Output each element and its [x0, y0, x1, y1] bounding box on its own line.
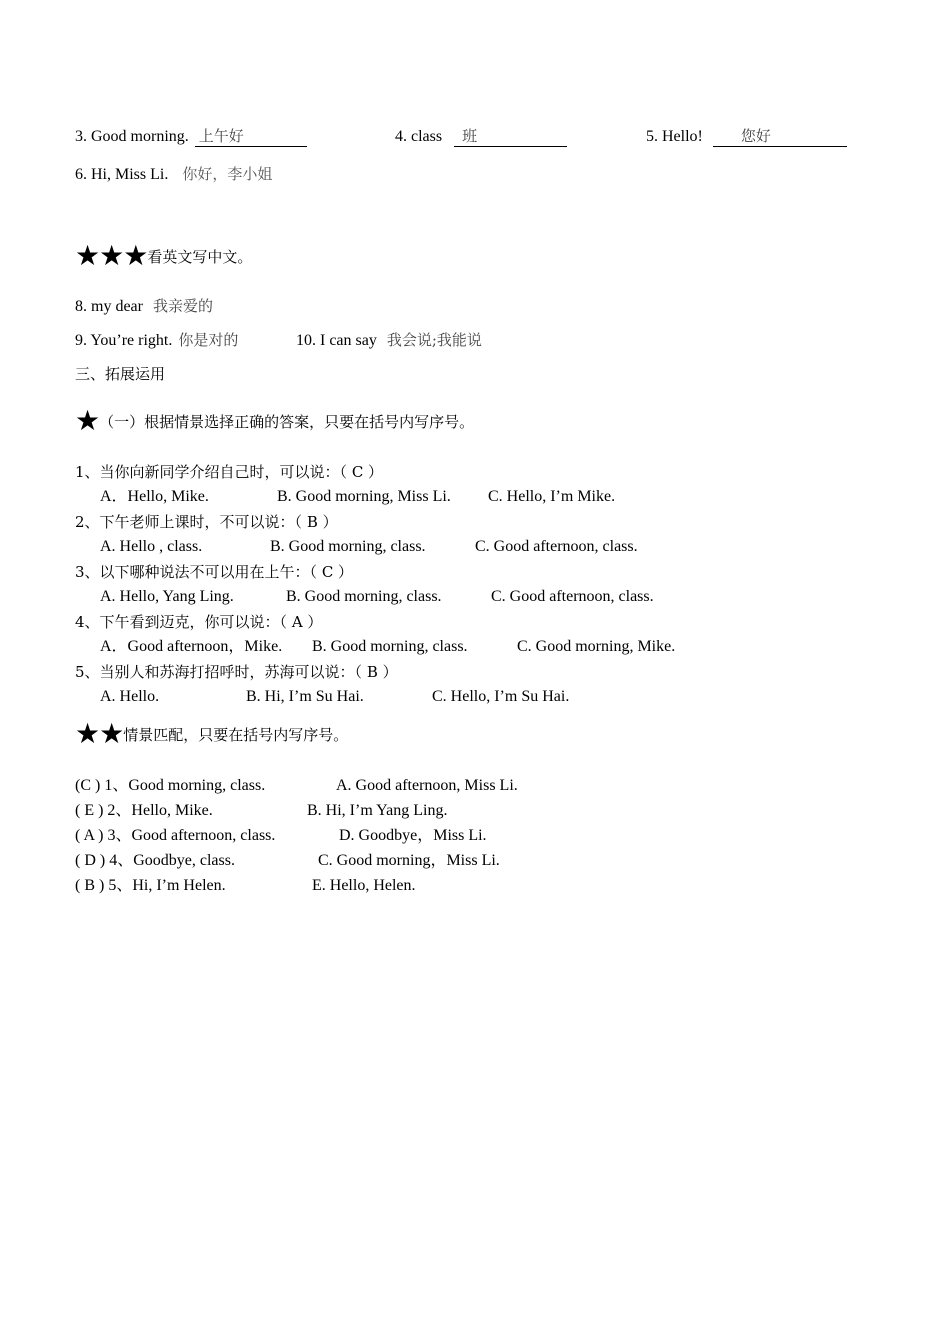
section-a-heading	[75, 406, 475, 437]
question-4-option-a: A．Good afternoon，Mike.	[100, 638, 283, 655]
question-2-text: 2、下午老师上课时，不可以说：（ B ）	[75, 513, 338, 531]
item-9-answer: 你是对的	[178, 331, 239, 349]
question-2	[75, 512, 338, 533]
item-5-answer-blank	[713, 127, 847, 147]
three-star-icon: ★★★	[75, 241, 148, 272]
item-4-answer-blank	[454, 127, 567, 147]
section-a-heading-text: （一）根据情景选择正确的答案，只要在括号内写序号。	[99, 413, 475, 431]
match-row-4-right: C. Good morning，Miss Li.	[318, 852, 500, 869]
question-1-option-b: B. Good morning, Miss Li.	[277, 488, 451, 505]
question-2-option-a: A. Hello , class.	[100, 538, 203, 555]
item-10-english: 10. I can say	[296, 332, 377, 349]
item-4	[395, 127, 567, 147]
question-1-option-a: A．Hello, Mike.	[100, 488, 209, 505]
item-5	[646, 127, 847, 147]
item-10-answer: 我会说;我能说	[386, 331, 482, 349]
match-row-2-right: B. Hi, I’m Yang Ling.	[307, 802, 448, 819]
item-8	[75, 296, 213, 317]
question-5	[75, 662, 398, 683]
item-5-english: 5. Hello!	[646, 128, 703, 145]
part-3-title: 三、拓展运用	[75, 365, 166, 383]
question-3-option-a: A. Hello, Yang Ling.	[100, 588, 234, 605]
question-3-option-b: B. Good morning, class.	[286, 588, 442, 605]
question-3-option-c: C. Good afternoon, class.	[491, 588, 654, 605]
item-6-answer: 你好，李小姐	[182, 165, 273, 183]
item-6	[75, 164, 272, 185]
question-2-option-c: C. Good afternoon, class.	[475, 538, 638, 555]
match-row-5-right: E. Hello, Helen.	[312, 877, 416, 894]
item-3	[75, 127, 307, 147]
item-4-english: 4. class	[395, 128, 443, 145]
item-9-english: 9. You’re right.	[75, 332, 173, 349]
item-9	[75, 330, 238, 351]
question-4-option-c: C. Good morning, Mike.	[517, 638, 676, 655]
section-heading-text: 看英文写中文。	[147, 248, 253, 266]
match-row-3-right: D. Goodbye，Miss Li.	[339, 827, 487, 844]
section-b-heading-text: 情景匹配，只要在括号内写序号。	[123, 726, 349, 744]
question-3	[75, 562, 353, 583]
match-row-5-left: ( B ) 5、Hi, I’m Helen.	[75, 877, 226, 894]
section-heading-translate	[75, 241, 253, 272]
question-4	[75, 612, 322, 633]
match-row-1-left: (C ) 1、Good morning, class.	[75, 777, 266, 794]
match-row-2-left: ( E ) 2、Hello, Mike.	[75, 802, 213, 819]
question-1-text: 1、当你向新同学介绍自己时，可以说：（ C ）	[75, 463, 384, 481]
item-6-english: 6. Hi, Miss Li.	[75, 166, 169, 183]
item-8-answer: 我亲爱的	[152, 297, 213, 315]
item-4-answer: 班	[462, 127, 478, 145]
match-row-3-left: ( A ) 3、Good afternoon, class.	[75, 827, 276, 844]
one-star-icon: ★	[75, 406, 100, 437]
item-3-english: 3. Good morning.	[75, 128, 189, 145]
question-1-option-c: C. Hello, I’m Mike.	[488, 488, 616, 505]
item-5-answer: 您好	[740, 127, 771, 145]
item-8-english: 8. my dear	[75, 298, 143, 315]
match-row-1-right: A. Good afternoon, Miss Li.	[336, 777, 518, 794]
question-5-text: 5、当别人和苏海打招呼时，苏海可以说：（ B ）	[75, 663, 398, 681]
question-5-option-c: C. Hello, I’m Su Hai.	[432, 688, 570, 705]
question-2-option-b: B. Good morning, class.	[270, 538, 426, 555]
question-5-option-b: B. Hi, I’m Su Hai.	[246, 688, 364, 705]
match-row-4-left: ( D ) 4、Goodbye, class.	[75, 852, 235, 869]
item-3-answer-blank	[195, 127, 307, 147]
question-1	[75, 462, 383, 483]
question-4-option-b: B. Good morning, class.	[312, 638, 468, 655]
question-5-option-a: A. Hello.	[100, 688, 160, 705]
two-star-icon: ★★	[75, 719, 124, 750]
item-3-answer: 上午好	[198, 127, 244, 145]
section-b-heading	[75, 719, 349, 750]
question-4-text: 4、下午看到迈克，你可以说：（ A ）	[75, 613, 323, 631]
item-10	[296, 330, 482, 351]
question-3-text: 3、以下哪种说法不可以用在上午：（ C ）	[75, 563, 354, 581]
